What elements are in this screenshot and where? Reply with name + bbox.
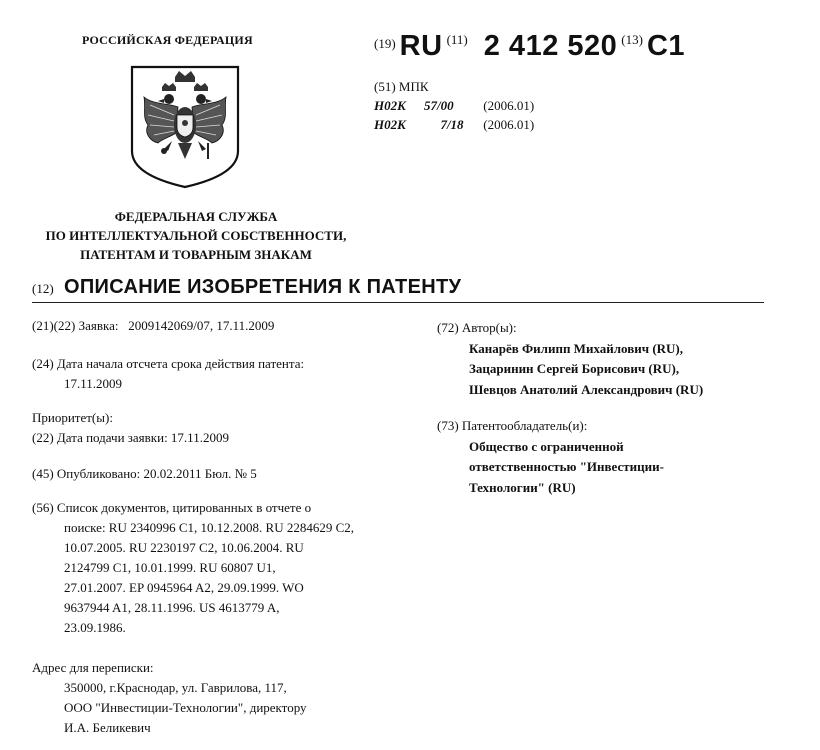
term-start-label: Дата начала отсчета срока действия патента: <box>56 356 305 371</box>
ipc-block <box>374 77 534 134</box>
citation-line: 27.01.2007. EP 0945964 A2, 29.09.1999. WO <box>64 580 304 595</box>
citation-line: 2124799 C1, 10.01.1999. RU 60807 U1, <box>64 560 276 575</box>
citation-line: поиске: RU 2340996 C1, 10.12.2008. RU 2284629 C2, <box>64 520 355 535</box>
inid-code-24: (24) <box>32 356 54 371</box>
inid-code-45: (45) <box>32 466 54 481</box>
inid-code-13: (13) <box>621 32 643 47</box>
agency-name <box>10 207 382 264</box>
authors-label: (72) Автор(ы): <box>437 320 517 335</box>
ipc-version: (2006.01) <box>483 117 535 132</box>
ipc-class-row <box>374 96 534 115</box>
owner-line: Технологии" (RU) <box>469 479 576 495</box>
published-field <box>32 464 257 484</box>
kind-code: C1 <box>646 30 686 62</box>
published-text: Опубликовано: 20.02.2011 Бюл. № 5 <box>56 466 257 481</box>
country-code: RU <box>399 30 443 62</box>
citation-line: 23.09.1986. <box>64 620 126 635</box>
ipc-class: H02K <box>374 98 406 113</box>
owner-field <box>437 416 797 498</box>
term-start-value: 17.11.2009 <box>64 376 123 391</box>
author-name: Зацаринин Сергей Борисович (RU), <box>469 361 680 376</box>
inid-code-56: (56) <box>32 500 54 515</box>
ipc-group: 57/00 <box>424 98 454 113</box>
ipc-label: МПК <box>398 79 429 94</box>
publication-number <box>374 30 685 63</box>
address-line: И.А. Беликевич <box>64 720 151 735</box>
correspondence-address <box>32 658 424 738</box>
patent-number: 2 412 520 <box>483 30 618 62</box>
priority-text: Дата подачи заявки: 17.11.2009 <box>56 430 229 445</box>
inid-code-51: (51) <box>374 79 396 94</box>
author-name: Шевцов Анатолий Александрович (RU) <box>469 381 704 397</box>
owner-line: ответственностью "Инвестиции- <box>469 459 664 474</box>
ipc-class-row <box>374 115 534 134</box>
citations-field <box>32 498 424 638</box>
address-line: ООО "Инвестиции-Технологии", директору <box>64 700 307 715</box>
citation-line: 9637944 A1, 28.11.1996. US 4613779 A, <box>64 600 280 615</box>
application-field <box>32 316 274 336</box>
ipc-version: (2006.01) <box>483 98 535 113</box>
ipc-group: 7/18 <box>440 117 464 132</box>
term-start-field <box>32 354 424 394</box>
owner-label: (73) Патентообладатель(и): <box>437 418 588 433</box>
inid-code-19: (19) <box>374 36 396 51</box>
owner-line: Общество с ограниченной <box>469 438 624 454</box>
double-headed-eagle-emblem-icon <box>128 63 242 189</box>
authors-field <box>437 318 797 400</box>
application-value: 2009142069/07, 17.11.2009 <box>128 318 275 333</box>
inid-code-22: (22) <box>32 430 54 445</box>
citation-line: 10.07.2005. RU 2230197 C2, 10.06.2004. RU <box>64 540 304 555</box>
inid-code-12: (12) <box>32 281 54 296</box>
agency-line: ФЕДЕРАЛЬНАЯ СЛУЖБА <box>114 209 278 224</box>
address-label: Адрес для переписки: <box>32 660 154 675</box>
inid-code-21-22: (21)(22) Заявка: <box>32 318 119 333</box>
priority-field <box>32 408 229 448</box>
country-name: РОССИЙСКАЯ ФЕДЕРАЦИЯ <box>82 33 253 47</box>
priority-label: Приоритет(ы): <box>32 410 113 425</box>
inid-code-11: (11) <box>446 32 468 47</box>
agency-line: ПАТЕНТАМ И ТОВАРНЫМ ЗНАКАМ <box>80 247 312 262</box>
ipc-class: H02K <box>374 117 406 132</box>
citation-line: Список документов, цитированных в отчете о <box>56 500 312 515</box>
ipc-header <box>374 77 534 96</box>
author-name: Канарёв Филипп Михайлович (RU), <box>469 340 684 356</box>
document-title: ОПИСАНИЕ ИЗОБРЕТЕНИЯ К ПАТЕНТУ <box>64 276 462 298</box>
agency-line: ПО ИНТЕЛЛЕКТУАЛЬНОЙ СОБСТВЕННОСТИ, <box>45 228 347 243</box>
address-line: 350000, г.Краснодар, ул. Гаврилова, 117, <box>64 680 287 695</box>
